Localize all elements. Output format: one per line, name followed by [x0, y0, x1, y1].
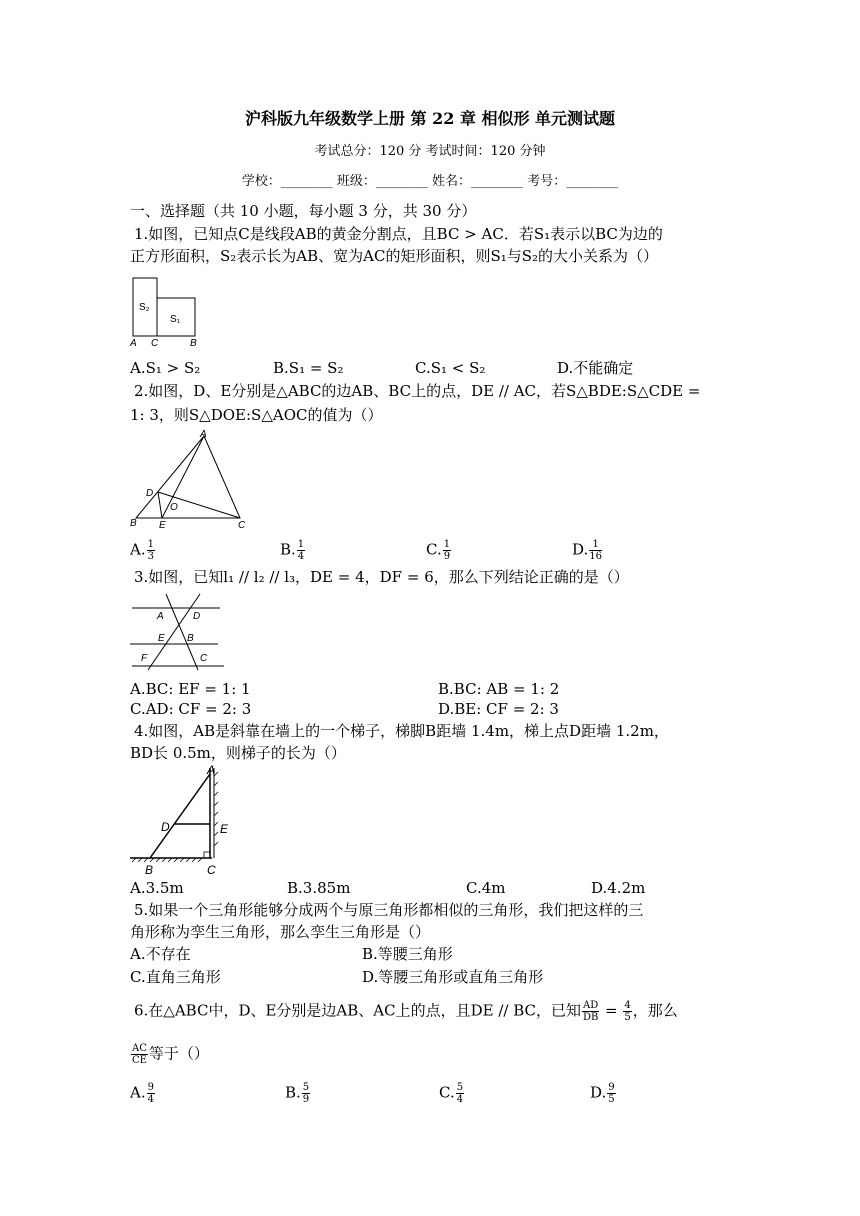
q3-option-d[interactable]: D.BE: CF = 2: 3: [438, 700, 559, 718]
q5-option-c[interactable]: C.直角三角形: [130, 968, 221, 986]
section-heading: 一、选择题（共 10 小题，每小题 3 分，共 30 分）: [130, 202, 477, 220]
q1-line2: 正方形面积，S₂表示长为AB、宽为AC的矩形面积，则S₁与S₂的大小关系为（）: [130, 247, 659, 265]
q6-fraction-4-5: $\frac{4}{5}$: [624, 1000, 631, 1023]
q3-line1: 3.如图，已知l₁ // l₂ // l₃，DE = 4，DF = 6，那么下列结论正确的是（）: [134, 568, 629, 586]
q1-option-c[interactable]: C.S₁ < S₂: [415, 359, 486, 377]
q2-option-b-fraction: $\frac{1}{4}$: [297, 539, 305, 562]
q6-option-b-fraction: $\frac{5}{9}$: [302, 1082, 310, 1105]
q1-label-a: A: [130, 338, 137, 348]
q4-label-c: C: [207, 863, 216, 877]
q5-option-b[interactable]: B.等腰三角形: [362, 945, 453, 963]
q3-label-b: B: [187, 633, 194, 644]
student-info: 学校：________ 班级：________ 姓名：________ 考号：________: [241, 174, 619, 189]
q2-option-a-fraction: $\frac{1}{3}$: [147, 539, 154, 562]
q2-label-c: C: [238, 520, 246, 531]
q6-option-d[interactable]: D. $\frac{9}{5}$: [590, 1082, 615, 1105]
q4-line1: 4.如图，AB是斜靠在墙上的一个梯子，梯脚B距墙 1.4m，梯上点D距墙 1.2m，: [134, 722, 669, 740]
q2-option-d-fraction: $\frac{1}{16}$: [589, 539, 602, 562]
q6-option-d-fraction: $\frac{9}{5}$: [608, 1082, 615, 1105]
q2-option-d[interactable]: D. $\frac{1}{16}$: [572, 539, 602, 562]
q5-option-d[interactable]: D.等腰三角形或直角三角形: [362, 968, 544, 986]
q2-figure: [128, 428, 252, 532]
q5-line2: 角形称为孪生三角形，那么孪生三角形是（）: [130, 923, 431, 941]
q5-line1: 5.如果一个三角形能够分成两个与原三角形都相似的三角形，我们把这样的三: [134, 901, 644, 919]
q1-figure: [128, 270, 208, 348]
q4-option-b[interactable]: B.3.85m: [287, 879, 351, 897]
q1-label-b: B: [190, 338, 197, 348]
q6-option-c[interactable]: C. $\frac{5}{4}$: [439, 1082, 464, 1105]
q4-option-d[interactable]: D.4.2m: [591, 879, 646, 897]
q3-label-c: C: [200, 653, 208, 664]
q5-option-a[interactable]: A.不存在: [130, 945, 191, 963]
q6-option-c-fraction: $\frac{5}{4}$: [456, 1082, 464, 1105]
q3-figure: [128, 590, 228, 674]
q4-line2: BD长 0.5m，则梯子的长为（）: [130, 744, 346, 762]
q1-label-s1: S₁: [170, 314, 181, 325]
q6-option-a[interactable]: A. $\frac{9}{4}$: [130, 1082, 154, 1105]
q2-label-b: B: [130, 518, 137, 529]
q2-label-d: D: [146, 488, 154, 499]
q2-option-c-fraction: $\frac{1}{9}$: [443, 539, 451, 562]
q1-label-s2: S₂: [139, 302, 150, 313]
q3-label-f: F: [141, 653, 148, 664]
q3-label-a: A: [157, 611, 164, 622]
q2-label-a: A: [200, 429, 207, 440]
q3-option-a[interactable]: A.BC: EF = 1: 1: [130, 680, 251, 698]
q2-option-c[interactable]: C. $\frac{1}{9}$: [426, 539, 451, 562]
q2-option-a[interactable]: A. $\frac{1}{3}$: [130, 539, 154, 562]
q6-option-a-fraction: $\frac{9}{4}$: [147, 1082, 154, 1105]
page-title: 沪科版九年级数学上册 第 22 章 相似形 单元测试题: [244, 109, 616, 128]
q2-line2: 1: 3，则S△DOE:S△AOC的值为（）: [130, 406, 383, 424]
q2-option-b[interactable]: B. $\frac{1}{4}$: [280, 539, 305, 562]
q6-line2: $\frac{AC}{CE}$ 等于（）: [131, 1043, 209, 1066]
q4-option-c[interactable]: C.4m: [466, 879, 506, 897]
q2-label-o: O: [170, 502, 178, 513]
q2-line1: 2.如图，D、E分别是△ABC的边AB、BC上的点，DE // AC，若S△BDE:S△CDE =: [134, 382, 701, 400]
q4-label-e: E: [220, 822, 229, 836]
q6-fraction-ac-ce: $\frac{AC}{CE}$: [131, 1043, 147, 1066]
q1-option-b[interactable]: B.S₁ = S₂: [273, 359, 344, 377]
exam-info: 考试总分：120 分 考试时间：120 分钟: [314, 144, 546, 159]
q2-label-e: E: [159, 520, 166, 531]
q1-option-d[interactable]: D.不能确定: [557, 359, 634, 377]
q3-option-c[interactable]: C.AD: CF = 2: 3: [130, 700, 252, 718]
q6-line1: 6.在△ABC中，D、E分别是边AB、AC上的点，且DE // BC，已知 $\frac{AD}{DB}$ = $\frac{4}{5}$ ，那么: [134, 1000, 678, 1023]
q1-option-a[interactable]: A.S₁ > S₂: [130, 359, 201, 377]
q3-label-e: E: [158, 633, 165, 644]
q4-label-a: A: [207, 764, 216, 777]
q6-option-b[interactable]: B. $\frac{5}{9}$: [285, 1082, 310, 1105]
q4-figure: [128, 764, 238, 878]
q1-label-c: C: [151, 338, 159, 348]
q1-line1: 1.如图，已知点C是线段AB的黄金分割点，且BC > AC．若S₁表示以BC为边的: [134, 225, 663, 243]
q3-option-b[interactable]: B.BC: AB = 1: 2: [438, 680, 560, 698]
q6-fraction-ad-db: $\frac{AD}{DB}$: [582, 1000, 599, 1023]
q4-label-d: D: [161, 820, 170, 834]
q4-label-b: B: [145, 863, 154, 877]
q4-option-a[interactable]: A.3.5m: [130, 879, 184, 897]
q3-label-d: D: [193, 611, 201, 622]
